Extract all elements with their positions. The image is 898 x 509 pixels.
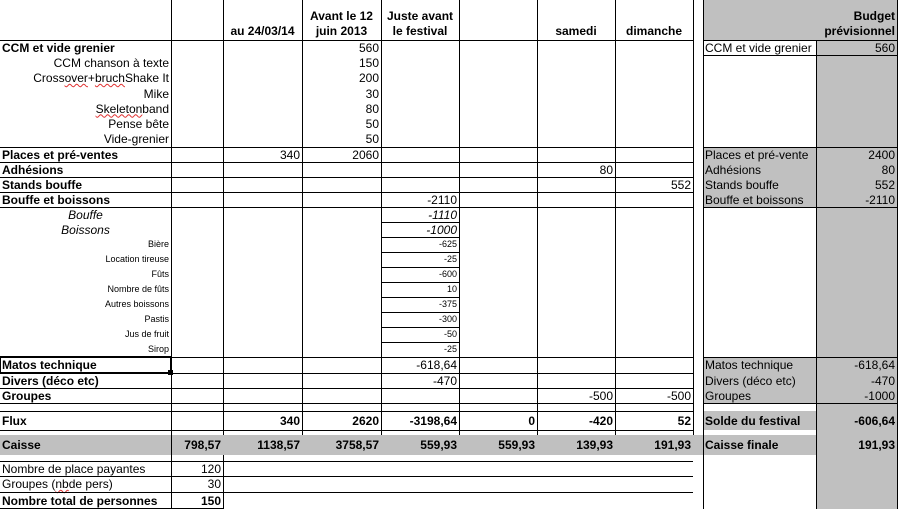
header-col-g[interactable]: samedi (555, 23, 597, 38)
row-label-matos[interactable]: Matos technique (2, 358, 97, 372)
grid-hline-e (381, 297, 459, 298)
cell-mike-d[interactable]: 30 (365, 86, 379, 101)
budget-value-stands[interactable]: 552 (874, 177, 895, 192)
grid-hline-e (381, 252, 459, 253)
grid-vline (693, 0, 694, 435)
row-label-nb_places[interactable]: Nombre de place payantes (2, 461, 146, 476)
budget-label-ccm[interactable]: CCM et vide grenier (705, 40, 812, 55)
grid-hline-e (381, 207, 459, 208)
budget-value-matos[interactable]: -618,64 (854, 358, 895, 372)
grid-hline-e (381, 312, 459, 313)
row-label-adhesions[interactable]: Adhésions (2, 162, 64, 177)
row-label-jus[interactable]: Jus de fruit (124, 329, 169, 339)
row-label-cross_over[interactable]: Cross over + bruch Shake It (33, 71, 169, 85)
grid-vline (381, 0, 382, 435)
row-label-bouffe_boissons[interactable]: Bouffe et boissons (2, 192, 111, 207)
row-label-location[interactable]: Location tireuse (105, 254, 169, 264)
grid-vline (703, 0, 704, 509)
row-label-caisse[interactable]: Caisse (2, 438, 41, 452)
row-label-groupes_nb[interactable]: Groupes ( nb de pers) (2, 477, 113, 491)
grid-hline-e (381, 342, 459, 343)
cell-futs-e[interactable]: -600 (438, 269, 457, 279)
header-col-e[interactable]: Juste avant le festival (386, 9, 454, 38)
cell-bouffe-e[interactable]: -1110 (428, 207, 457, 222)
budget-value-ccm[interactable]: 560 (874, 40, 895, 55)
cell-flux-g[interactable]: -420 (588, 413, 613, 428)
cell-pense_bete-d[interactable]: 50 (365, 116, 379, 131)
row-label-autres[interactable]: Autres boissons (104, 299, 169, 309)
cell-caisse-f[interactable]: 559,93 (498, 438, 535, 452)
cell-groupes_nb-b[interactable]: 30 (207, 477, 221, 491)
row-label-boissons[interactable]: Boissons (61, 222, 110, 237)
budget-hline (703, 357, 897, 358)
row-label-futs[interactable]: Fûts (151, 269, 169, 279)
row-label-divers[interactable]: Divers (déco etc) (2, 373, 99, 388)
cell-nb_places-b[interactable]: 120 (200, 461, 221, 476)
budget-value-groupes[interactable]: -1000 (864, 388, 895, 403)
cell-caisse-b[interactable]: 798,57 (184, 438, 221, 452)
grid-vline (816, 40, 817, 509)
cell-nb_futs-e[interactable]: 10 (446, 284, 457, 294)
cell-divers-e[interactable]: -470 (432, 373, 457, 388)
cell-vide_grenier-d[interactable]: 50 (365, 132, 379, 146)
active-cell-selection (0, 357, 171, 373)
row-label-pastis[interactable]: Pastis (144, 314, 169, 324)
grid-vline (615, 0, 616, 435)
cell-caisse-h[interactable]: 191,93 (654, 438, 691, 452)
budget-hline (703, 403, 897, 404)
grid-hline (0, 430, 693, 431)
grid-hline (0, 162, 693, 163)
grid-hline-e (381, 267, 459, 268)
cell-flux-c[interactable]: 340 (279, 413, 300, 428)
header-col-d[interactable]: Avant le 12 juin 2013 (310, 9, 373, 38)
row-label-groupes[interactable]: Groupes (2, 388, 52, 403)
budget-label-bouffe[interactable]: Bouffe et boissons (705, 192, 804, 207)
grid-vline (223, 0, 224, 435)
cell-matos-e[interactable]: -618,64 (416, 358, 457, 372)
cell-location-e[interactable]: -25 (443, 254, 457, 264)
budget-value-caisse[interactable]: 191,93 (858, 438, 895, 452)
cell-bouffe_boissons-e[interactable]: -2110 (427, 192, 457, 207)
grid-hline (0, 147, 693, 148)
spellcheck-mark: Skeleton (95, 101, 143, 116)
budget-hline (703, 40, 897, 41)
grid-vline (223, 455, 224, 509)
header-col-c[interactable]: au 24/03/14 (230, 23, 295, 38)
grid-hline (0, 40, 693, 41)
budget-value-adhesions[interactable]: 80 (881, 162, 895, 177)
cell-autres-e[interactable]: -375 (438, 299, 457, 309)
row-label-vide_grenier[interactable]: Vide-grenier (103, 132, 169, 146)
grid-hline-e (381, 282, 459, 283)
grid-hline (0, 192, 693, 193)
budget-label-divers[interactable]: Divers (déco etc) (705, 373, 796, 388)
budget-label-solde[interactable]: Solde du festival (705, 413, 801, 428)
cell-stands-h[interactable]: 552 (670, 177, 691, 192)
row-label-bouffe[interactable]: Bouffe (68, 207, 103, 222)
fill-handle (168, 370, 173, 375)
cell-caisse-g[interactable]: 139,93 (576, 438, 613, 452)
budget-label-stands[interactable]: Stands bouffe (705, 177, 779, 192)
budget-label-matos[interactable]: Matos technique (705, 358, 794, 372)
budget-value-bouffe[interactable]: -2110 (865, 192, 895, 207)
cell-jus-e[interactable]: -50 (443, 329, 457, 339)
spellcheck-mark: bruch (94, 71, 125, 85)
row-label-skeleton[interactable]: Skeleton band (95, 101, 169, 116)
cell-ccm_chanson-d[interactable]: 150 (358, 55, 379, 70)
grid-hline (0, 461, 693, 462)
row-label-ccm_chanson[interactable]: CCM chanson à texte (53, 55, 169, 70)
cell-sirop-e[interactable]: -25 (443, 344, 457, 354)
row-label-pense_bete[interactable]: Pense bête (108, 116, 169, 131)
cell-adhesions-g[interactable]: 80 (599, 162, 613, 177)
budget-label-adhesions[interactable]: Adhésions (705, 162, 762, 177)
spellcheck-mark: nb (55, 477, 69, 491)
cell-caisse-d[interactable]: 3758,57 (335, 438, 379, 452)
row-label-biere[interactable]: Bière (147, 239, 169, 249)
cell-groupes-g[interactable]: -500 (588, 388, 613, 403)
row-label-nb_futs[interactable]: Nombre de fûts (107, 284, 169, 294)
cell-ccm_vide-d[interactable]: 560 (358, 40, 379, 55)
cell-flux-f[interactable]: 0 (528, 413, 535, 428)
row-label-total_pers[interactable]: Nombre total de personnes (2, 493, 158, 508)
cell-places-c[interactable]: 340 (279, 147, 300, 162)
cell-places-d[interactable]: 2060 (352, 147, 379, 162)
cell-flux-e[interactable]: -3198,64 (409, 413, 457, 428)
budget-value-places[interactable]: 2400 (868, 147, 895, 162)
header-col-h[interactable]: dimanche (625, 23, 682, 38)
spellcheck-mark: over (64, 71, 88, 85)
cell-pastis-e[interactable]: -300 (438, 314, 457, 324)
cell-groupes-h[interactable]: -500 (666, 388, 691, 403)
cell-total_pers-b[interactable]: 150 (200, 493, 221, 508)
grid-hline-e (381, 327, 459, 328)
grid-hline (0, 373, 693, 374)
grid-vline (537, 0, 538, 435)
grid-hline-e (381, 237, 459, 238)
grid-hline (0, 403, 693, 404)
budget-value-solde[interactable]: -606,64 (854, 413, 895, 428)
grid-vline (459, 0, 460, 435)
grid-hline (0, 411, 693, 412)
budget-hline (703, 147, 897, 148)
grid-hline (0, 476, 693, 477)
budget-label-places[interactable]: Places et pré-vente (705, 147, 809, 162)
cell-flux-h[interactable]: 52 (677, 413, 691, 428)
cell-flux-d[interactable]: 2620 (352, 413, 379, 428)
cell-caisse-e[interactable]: 559,93 (420, 438, 457, 452)
row-label-stands[interactable]: Stands bouffe (2, 177, 82, 192)
cell-cross_over-d[interactable]: 200 (358, 71, 379, 85)
grid-hline (0, 388, 693, 389)
row-label-sirop[interactable]: Sirop (147, 344, 169, 354)
grid-hline-e (381, 222, 459, 223)
row-label-ccm_vide[interactable]: CCM et vide grenier (2, 40, 115, 55)
grid-hline (0, 207, 693, 208)
row-label-flux[interactable]: Flux (2, 413, 27, 428)
budget-value-divers[interactable]: -470 (870, 373, 895, 388)
row-label-places[interactable]: Places et pré-ventes (2, 147, 119, 162)
cell-biere-e[interactable]: -625 (438, 239, 457, 249)
grid-hline (0, 492, 693, 493)
grid-vline (302, 0, 303, 435)
grid-hline (0, 177, 693, 178)
cell-caisse-c[interactable]: 1138,57 (257, 438, 300, 452)
cell-boissons-e[interactable]: -1000 (426, 222, 457, 237)
budget-label-groupes[interactable]: Groupes (705, 388, 752, 403)
budget-label-caisse[interactable]: Caisse finale (705, 438, 779, 452)
header-budget-previsionnel[interactable]: Budget prévisionnel (824, 9, 895, 38)
row-label-mike[interactable]: Mike (143, 86, 169, 101)
budget-hline (703, 207, 897, 208)
grid-vline (171, 0, 172, 509)
budget-hline (703, 55, 897, 56)
cell-skeleton-d[interactable]: 80 (365, 101, 379, 116)
